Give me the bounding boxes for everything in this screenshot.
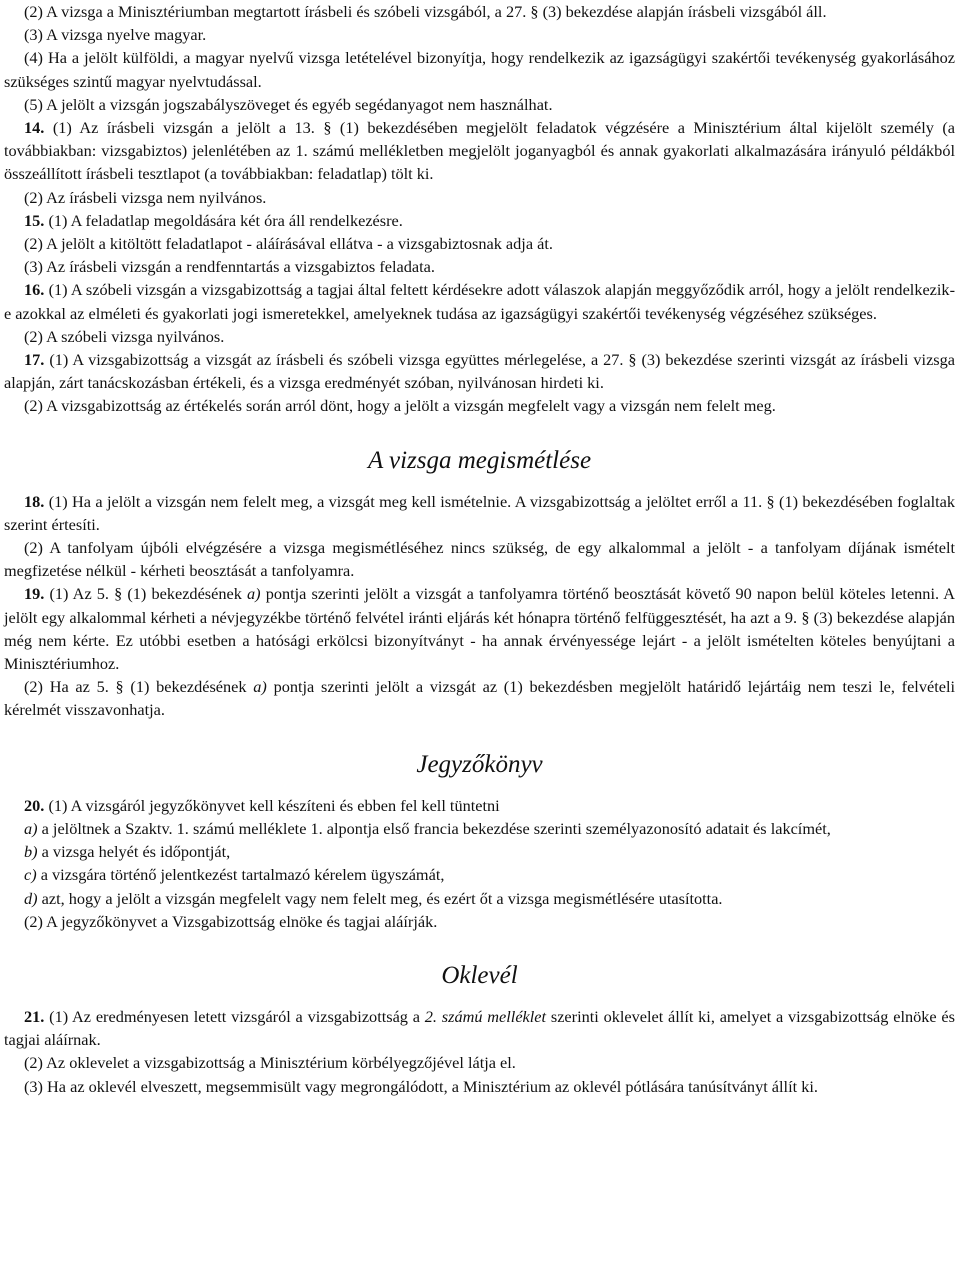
paragraph-prefix: (2) Ha az 5. § (1) bekezdésének <box>24 677 247 697</box>
paragraph-15-1 <box>4 209 955 232</box>
paragraph-13-5 <box>4 93 955 116</box>
paragraph-17-2 <box>4 394 955 429</box>
paragraph-16-1 <box>4 278 955 324</box>
paragraph-text: (2) A szóbeli vizsga nyilvános. <box>24 326 225 346</box>
heading-vizsga-megismetlese: A vizsga megismétlése <box>367 446 592 474</box>
point-letter: c) <box>24 865 37 885</box>
paragraph-text: (1) Az írásbeli vizsgán a jelölt a 13. § (1) bekezdésében megjelölt feladatok végzésére a Minisztérium által kijelölt személy (a továbbiakban: vizsgabiztos) jelenlétében az 1. számú mellékletben megjelölt joganyagból és annak gyakorlati alkalmazására irányuló példákból összeállított írásbeli tesztlapot (a továbbiakban: feladatlap) tölt ki. <box>4 118 955 184</box>
paragraph-text: (1) Az eredményesen letett vizsgáról a vizsgabizottság a <box>49 1006 420 1026</box>
point-letter: a) <box>24 818 38 838</box>
paragraph-21-1 <box>4 997 955 1051</box>
paragraph-13-2 <box>4 0 955 23</box>
paragraph-text: (2) A vizsgabizottság az értékelés során arról dönt, hogy a jelölt a vizsgán megfelelt vagy a vizsgán nem felelt meg. <box>24 396 776 416</box>
heading-jegyzokonyv: Jegyzőkönyv <box>416 750 543 778</box>
paragraph-text: a vizsgára történő jelentkezést tartalmazó kérelem ügyszámát, <box>40 865 445 885</box>
list-item-20-a <box>4 817 955 840</box>
paragraph-17-1 <box>4 348 955 394</box>
paragraph-19-2 <box>4 675 955 733</box>
paragraph-text: (2) Az írásbeli vizsga nem nyilvános. <box>24 187 267 207</box>
paragraph-text: a jelöltnek a Szaktv. 1. számú melléklete 1. alpontja első francia bekezdése szerinti személyazonosító adatait és lakcímét, <box>41 818 831 838</box>
paragraph-text: (2) A tanfolyam újbóli elvégzésére a vizsga megismétléséhez nincs szükség, de egy alkalommal a jelölt - a tanfolyam díjának ismételt megfizetése nélkül - kérheti beosztását a tanfolyamra. <box>4 538 955 581</box>
paragraph-text: (1) A vizsgáról jegyzőkönyvet kell készíteni és ebben fel kell tüntetni <box>48 795 500 815</box>
paragraph-text: szerinti oklevelet állít ki, amelyet a vizsgabizottság elnöke és tagjai aláírnak. <box>4 1006 955 1050</box>
point-letter: d) <box>24 888 38 908</box>
paragraph-text: (1) A feladatlap megoldására két óra áll rendelkezésre. <box>48 210 403 230</box>
paragraph-20-1 <box>4 786 955 817</box>
paragraph-text: (2) A jegyzőkönyvet a Vizsgabizottság elnöke és tagjai aláírják. <box>24 911 438 931</box>
section-number: 18. <box>24 491 45 511</box>
section-number: 19. <box>24 584 45 604</box>
paragraph-18-1 <box>4 482 955 536</box>
paragraph-13-4 <box>4 46 955 92</box>
paragraph-text: pontja szerinti jelölt a vizsgát az (1) bekezdésben megjelölt határidő lejártáig nem teszi le, felvételi kérelmét visszavonhatja. <box>4 677 955 720</box>
paragraph-19-1 <box>4 582 955 675</box>
paragraph-text: (2) A vizsga a Minisztériumban megtartott írásbeli és szóbeli vizsgából, a 27. § (3) bekezdése alapján írásbeli vizsgából áll. <box>24 2 827 21</box>
paragraph-21-2 <box>4 1051 955 1074</box>
paragraph-15-3 <box>4 255 955 278</box>
paragraph-text: (2) A jelölt a kitöltött feladatlapot - aláírásával ellátva - a vizsgabiztosnak adja át. <box>24 234 553 254</box>
paragraph-14-1 <box>4 116 955 186</box>
paragraph-text: (2) Az oklevelet a vizsgabizottság a Minisztérium körbélyegzőjével látja el. <box>24 1053 516 1073</box>
paragraph-13-3 <box>4 23 955 46</box>
paragraph-text: (4) Ha a jelölt külföldi, a magyar nyelvű vizsga letételével bizonyítja, hogy rendelkezik az igazságügyi szakértői tevékenység gyakorlásához szükséges szintű magyar nyelvtudással. <box>4 48 955 91</box>
paragraph-text: (1) Ha a jelölt a vizsgán nem felelt meg, a vizsgát meg kell ismételnie. A vizsgabizottság a jelöltet erről a 11. § (1) bekezdésében foglaltak szerint értesíti. <box>4 491 955 534</box>
paragraph-text: pontja szerinti jelölt a vizsgát a tanfolyamra történő beosztását követő 90 napon belül köteles letenni. A jelölt egy alkalommal kérheti a névjegyzékbe történő felvétel iránti eljárás két hónapra történő felfüggesztését, ha azt a 9. § (3) bekezdése alapján még nem kérte. Ez utóbbi esetben a hatósági erkölcsi bizonyítványt - ha annak érvényessége lejárt - a jelölt ismételten köteles benyújtani a Minisztériumhoz. <box>4 584 956 674</box>
section-number: 20. <box>24 795 45 815</box>
section-number: 21. <box>24 1006 45 1026</box>
heading-oklevel: Oklevél <box>441 961 518 989</box>
list-item-20-c <box>4 863 955 886</box>
list-item-20-d <box>4 887 955 910</box>
paragraph-text: (3) Az írásbeli vizsgán a rendfenntartás a vizsgabiztos feladata. <box>24 257 435 277</box>
paragraph-text: (3) A vizsga nyelve magyar. <box>24 25 207 45</box>
section-number: 17. <box>24 350 45 370</box>
paragraph-21-3 <box>4 1075 955 1098</box>
list-item-20-b <box>4 840 955 863</box>
annex-reference: 2. számú melléklet <box>424 1006 547 1026</box>
point-letter: b) <box>24 842 38 862</box>
point-letter: a) <box>253 677 267 697</box>
section-number: 15. <box>24 210 45 230</box>
point-letter: a) <box>247 584 261 604</box>
paragraph-18-2 <box>4 536 955 582</box>
paragraph-text: (5) A jelölt a vizsgán jogszabályszöveget és egyéb segédanyagot nem használhat. <box>24 94 553 114</box>
paragraph-15-2 <box>4 232 955 255</box>
paragraph-prefix: (1) Az 5. § (1) bekezdésének <box>49 584 242 604</box>
paragraph-20-2 <box>4 910 955 945</box>
paragraph-16-2 <box>4 325 955 348</box>
paragraph-14-2 <box>4 186 955 209</box>
paragraph-text: (1) A szóbeli vizsgán a vizsgabizottság a tagjai által feltett kérdésekre adott válaszok alapján meggyőződik arról, hogy a jelölt rendelkezik-e azokkal az elméleti és gyakorlati jogi ismeretekkel, amelyeknek tudása az igazságügyi szakértői tevékenység végzéséhez szükséges. <box>4 280 955 323</box>
section-number: 16. <box>24 280 45 300</box>
section-number: 14. <box>24 118 45 138</box>
paragraph-text: (3) Ha az oklevél elveszett, megsemmisült vagy megrongálódott, a Minisztérium az oklevél pótlására tanúsítványt állít ki. <box>24 1076 818 1096</box>
paragraph-text: azt, hogy a jelölt a vizsgán megfelelt vagy nem felelt meg, és ezért őt a vizsga megismétlésére utasította. <box>41 888 723 908</box>
paragraph-text: a vizsga helyét és időpontját, <box>41 842 231 862</box>
paragraph-text: (1) A vizsgabizottság a vizsgát az írásbeli és szóbeli vizsga együttes mérlegelése, a 27. § (3) bekezdése szerinti vizsgát az írásbeli vizsga alapján, zárt tanácskozásban értékeli, és a vizsga eredményét szóban, nyilvánosan hirdeti ki. <box>4 350 955 393</box>
